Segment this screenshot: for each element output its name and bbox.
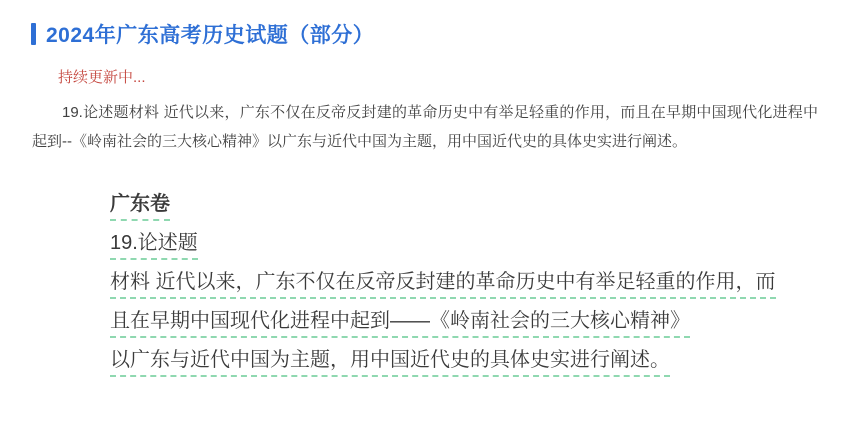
exam-line-material-1	[110, 271, 776, 299]
article-header	[31, 19, 374, 49]
page-title: 2024年广东高考历史试题（部分）	[46, 24, 375, 47]
exam-line-paper-name	[110, 193, 776, 221]
exam-line-text: 材料 近代以来，广东不仅在反帝反封建的革命历史中有举足轻重的作用，而	[110, 271, 776, 299]
exam-line-question-number	[110, 232, 776, 260]
exam-line-text: 且在早期中国现代化进程中起到——《岭南社会的三大核心精神》	[110, 310, 690, 338]
exam-line-material-2	[110, 310, 776, 338]
exam-line-text: 以广东与近代中国为主题，用中国近代史的具体史实进行阐述。	[110, 349, 670, 377]
title-accent-bar	[31, 23, 36, 45]
question-paragraph: 19.论述题材料 近代以来，广东不仅在反帝反封建的革命历史中有举足轻重的作用，而且在早期中国现代化进程中起到--《岭南社会的三大核心精神》以广东与近代中国为主题，用中国近代史的具体史实进行阐述。	[32, 104, 818, 150]
exam-line-text: 19.论述题	[110, 232, 198, 260]
update-status-text: 持续更新中...	[58, 69, 146, 86]
exam-quote-block	[110, 193, 776, 388]
exam-line-text: 广东卷	[110, 193, 170, 221]
exam-line-task	[110, 349, 776, 377]
